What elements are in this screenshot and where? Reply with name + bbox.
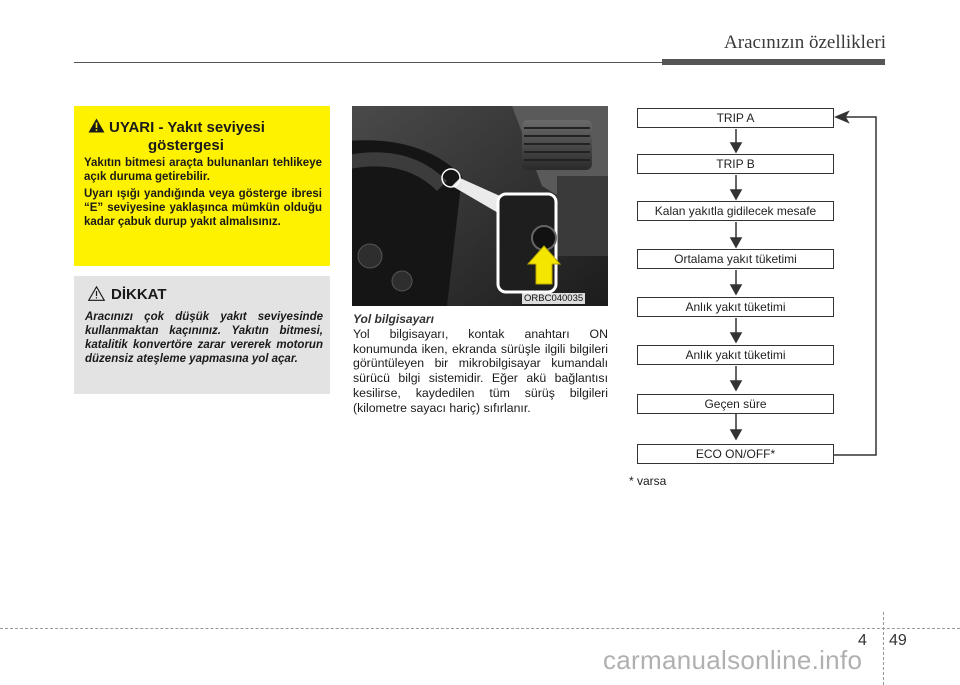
flow-box: Anlık yakıt tüketimi [637, 345, 834, 365]
warning-paragraph: Yakıtın bitmesi araçta bulunanları tehlikeye açık duruma getirebilir. [84, 157, 322, 183]
flow-box: Kalan yakıtla gidilecek mesafe [637, 201, 834, 221]
diagram-footnote: * varsa [629, 474, 667, 488]
flow-box: Geçen süre [637, 394, 834, 414]
footer-divider [883, 612, 884, 685]
section-heading: Yol bilgisayarı [353, 312, 434, 326]
flow-box: Ortalama yakıt tüketimi [637, 249, 834, 269]
page-header-title: Aracınızın özellikleri [724, 32, 886, 53]
caution-heading [88, 286, 167, 305]
warning-subtitle: göstergesi [148, 137, 224, 154]
body-paragraph: Yol bilgisayarı, kontak anahtarı ON konumunda iken, ekranda sürüşle ilgili bilgileri görüntüleyen bir mikrobilgisayar kumandalı sürücü bilgi sistemidir. Eğer akü bağlantısı kesilirse, kaydedilen tüm sürüş bilgileri (kilometre sayacı hariç) sıfırlanır. [353, 327, 608, 415]
flow-box: Anlık yakıt tüketimi [637, 297, 834, 317]
flow-box: ECO ON/OFF* [637, 444, 834, 464]
page-number: 49 [889, 632, 907, 649]
caution-title: DİKKAT [111, 286, 167, 303]
footer-rule [0, 628, 960, 629]
caution-icon [88, 286, 105, 305]
warning-paragraph: Uyarı ışığı yandığında veya gösterge ibresi “E” seviyesine yaklaşınca mümkün olduğu kadar çabuk durup yakıt almalısınız. [84, 188, 322, 228]
warning-heading [88, 118, 320, 154]
watermark: carmanualsonline.info [603, 645, 863, 675]
flow-box: TRIP A [637, 108, 834, 128]
steering-wheel-photo [352, 106, 608, 306]
warning-box [74, 106, 330, 266]
warning-title: - Yakıt seviyesi [158, 119, 265, 136]
caution-text: Aracınızı çok düşük yakıt seviyesinde kullanmaktan kaçınınız. Yakıtın bitmesi, katalitik konvertöre zarar vererek motorun düzensiz ateşleme yapmasına yol açar. [85, 311, 323, 365]
flow-box: TRIP B [637, 154, 834, 174]
header-rule [74, 62, 662, 63]
header-rule-thick [662, 59, 885, 65]
warning-label: UYARI [109, 119, 155, 136]
caution-box [74, 276, 330, 394]
warning-icon [88, 118, 105, 137]
photo-code: ORBC040035 [524, 293, 584, 304]
chapter-number: 4 [858, 632, 867, 649]
warning-text [84, 156, 322, 232]
